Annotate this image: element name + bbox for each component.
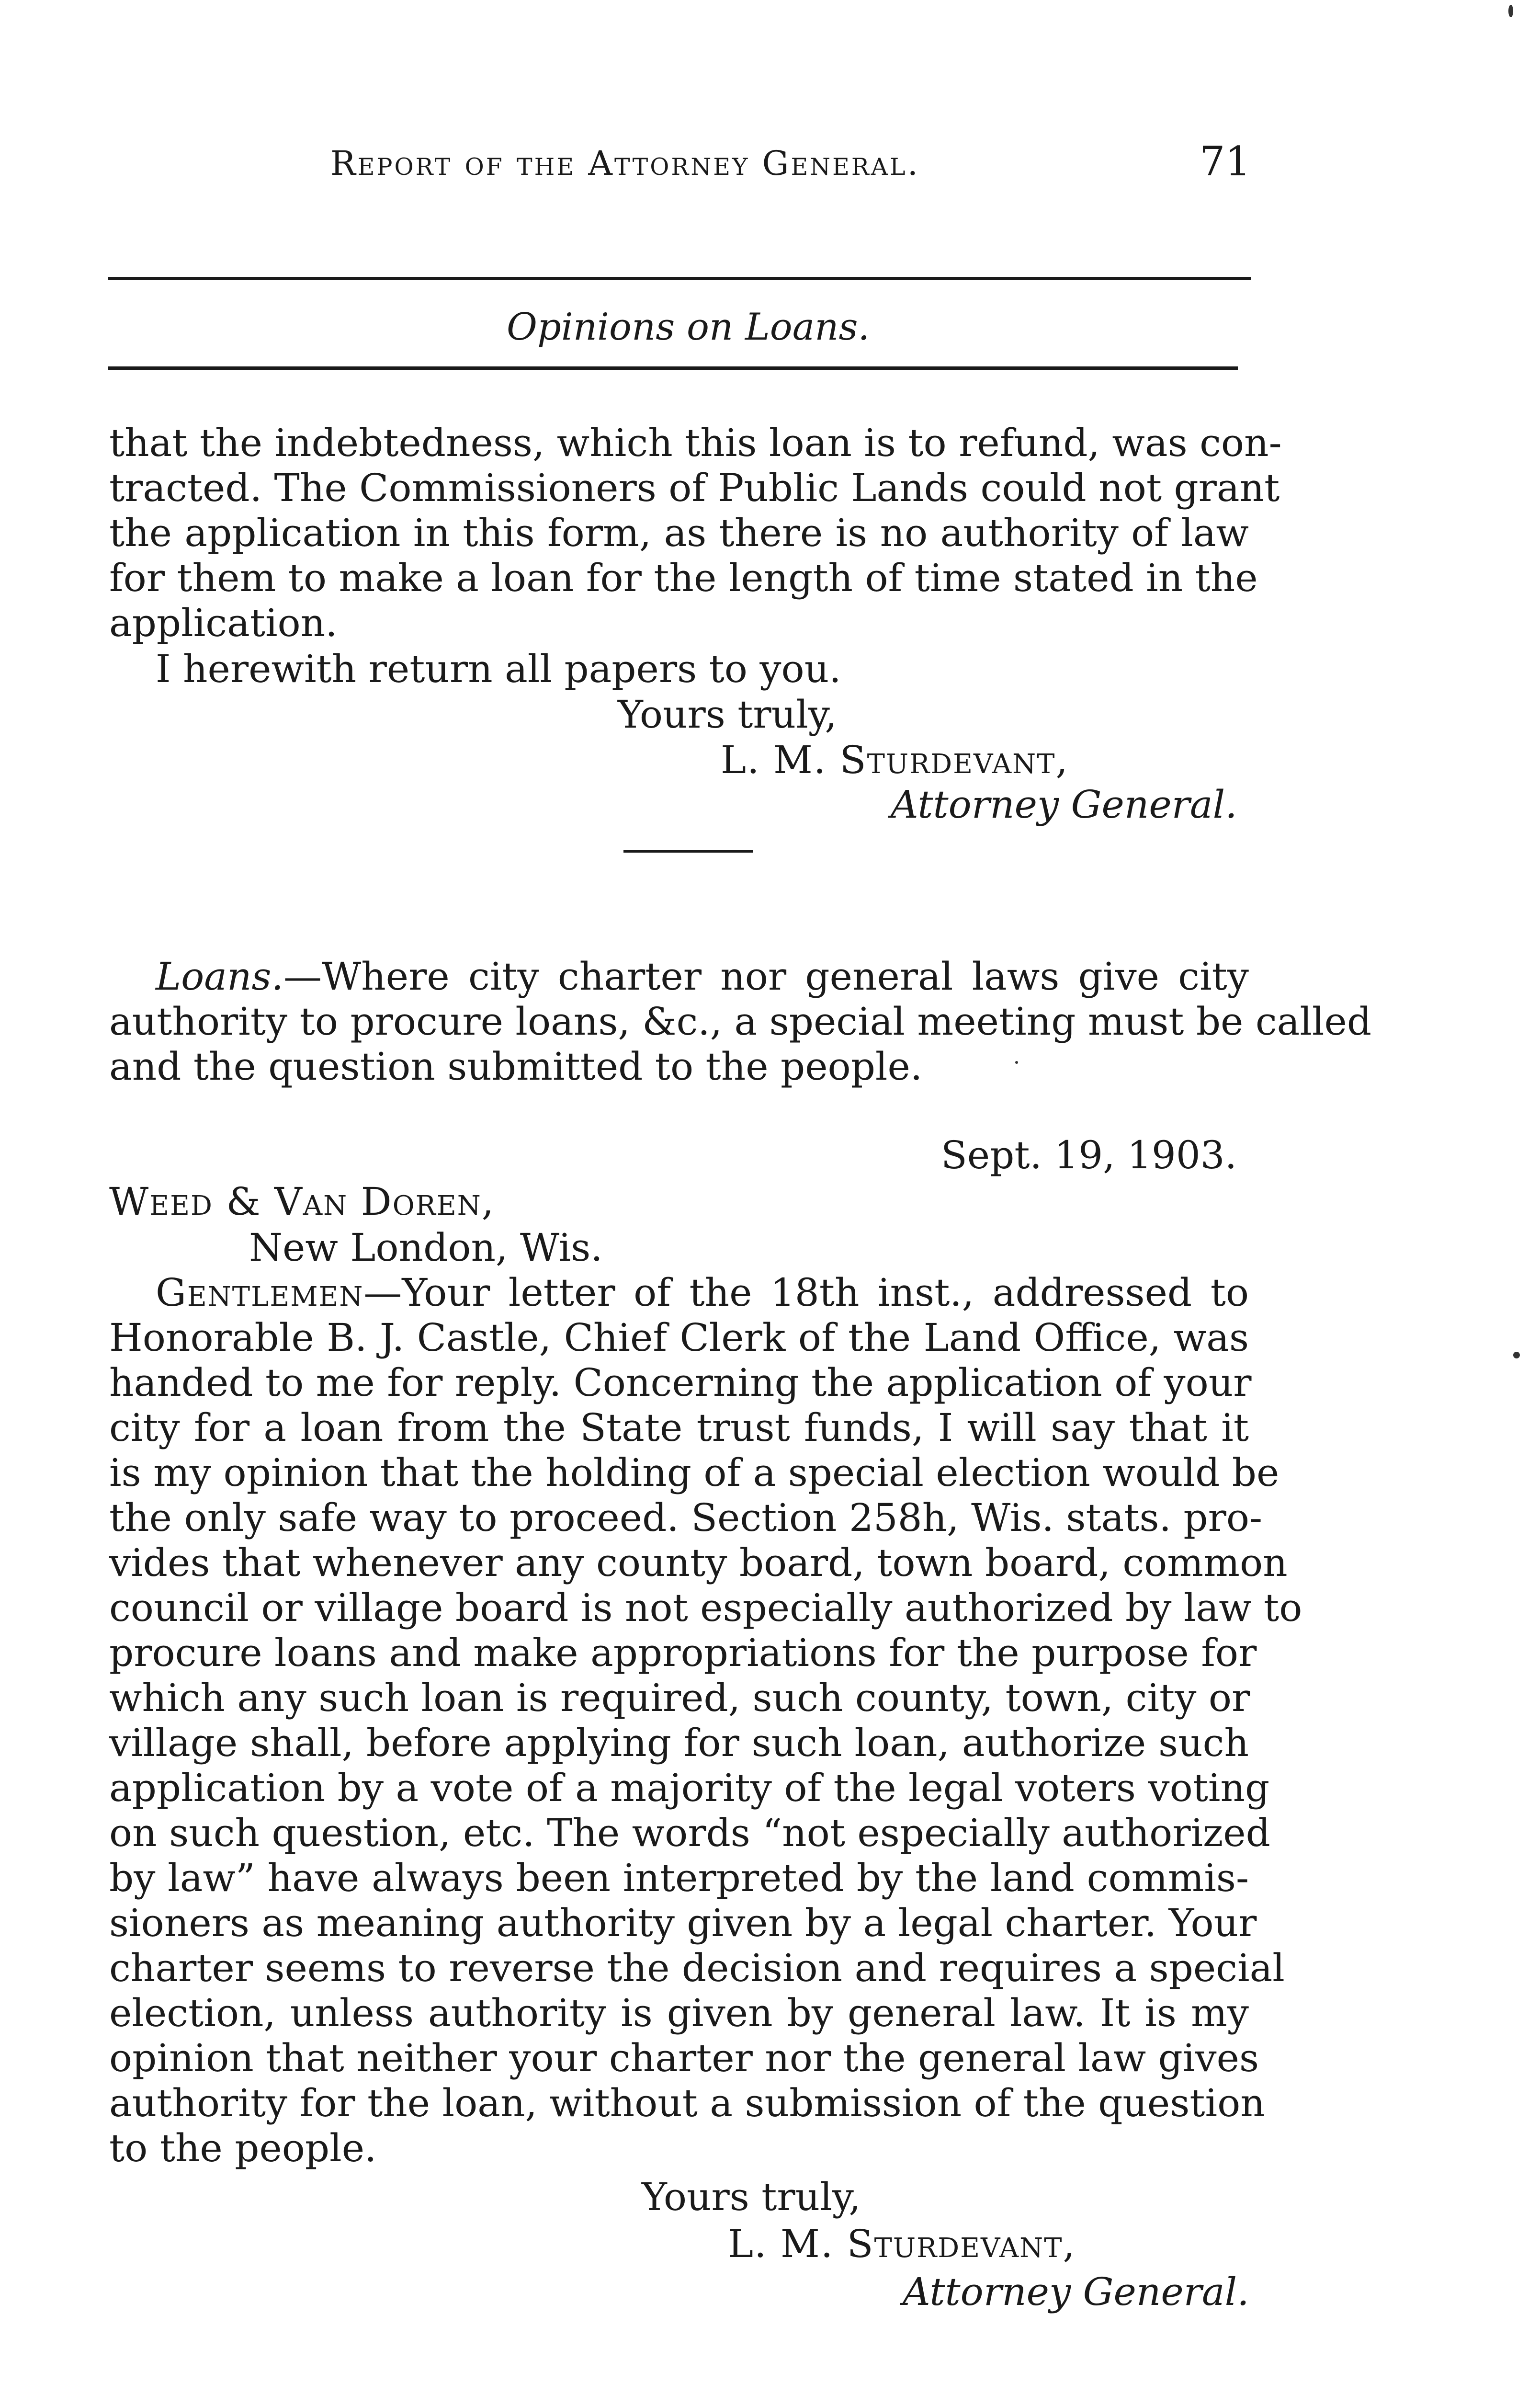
headnote-line bbox=[156, 954, 1249, 999]
salutation: Gentlemen bbox=[156, 1270, 364, 1315]
headnote-line: and the question submitted to the people. bbox=[109, 1044, 923, 1089]
header-rule-top bbox=[108, 277, 1251, 280]
scan-speck bbox=[1508, 5, 1513, 17]
body-line: application. bbox=[109, 601, 338, 645]
body-line: Honorable B. J. Castle, Chief Clerk of the Land Office, was bbox=[109, 1315, 1249, 1360]
body-line: sioners as meaning authority given by a legal charter. Your bbox=[109, 1901, 1257, 1945]
body-line bbox=[156, 1270, 1249, 1315]
signer-title: Attorney General. bbox=[903, 2270, 1249, 2314]
scan-speck bbox=[1513, 1352, 1520, 1358]
body-line: that the indebtedness, which this loan is to refund, was con- bbox=[109, 421, 1282, 465]
body-line: village shall, before applying for such loan, authorize such bbox=[109, 1721, 1249, 1765]
scan-speck bbox=[1015, 1061, 1018, 1064]
body-line: to the people. bbox=[109, 2126, 377, 2170]
body-line: city for a loan from the State trust funds, I will say that it bbox=[109, 1405, 1249, 1450]
body-line: charter seems to reverse the decision and requires a special bbox=[109, 1946, 1285, 1990]
body-line: which any such loan is required, such county, town, city or bbox=[109, 1676, 1250, 1720]
running-head: Report of the Attorney General. bbox=[330, 144, 920, 183]
body-line: for them to make a loan for the length of time stated in the bbox=[109, 556, 1258, 600]
return-line: I herewith return all papers to you. bbox=[156, 647, 841, 691]
body-line: vides that whenever any county board, town board, common bbox=[109, 1540, 1288, 1585]
headnote-lead: Loans. bbox=[156, 954, 283, 999]
headnote-rest: —Where city charter nor general laws give city bbox=[283, 954, 1249, 999]
headnote-line: authority to procure loans, &c., a special meeting must be called bbox=[109, 999, 1372, 1044]
body-line: election, unless authority is given by general law. It is my bbox=[109, 1991, 1249, 2035]
body-line: procure loans and make appropriations for the purpose for bbox=[109, 1631, 1257, 1675]
body-line: council or village board is not especially authorized by law to bbox=[109, 1585, 1302, 1630]
signer-title: Attorney General. bbox=[891, 782, 1237, 827]
body-line: opinion that neither your charter nor the general law gives bbox=[109, 2036, 1259, 2080]
body-line: is my opinion that the holding of a special election would be bbox=[109, 1450, 1280, 1495]
body-line: tracted. The Commissioners of Public Lands could not grant bbox=[109, 466, 1280, 510]
body-line: on such question, etc. The words “not especially authorized bbox=[109, 1811, 1270, 1855]
closing: Yours truly, bbox=[618, 692, 837, 737]
salutation-rest: —Your letter of the 18th inst., addressed to bbox=[363, 1270, 1249, 1315]
letter-date: Sept. 19, 1903. bbox=[941, 1133, 1237, 1177]
address: New London, Wis. bbox=[249, 1225, 603, 1270]
addressee: Weed & Van Doren, bbox=[109, 1179, 495, 1224]
section-separator bbox=[623, 850, 753, 853]
body-line: by law” have always been interpreted by the land commis- bbox=[109, 1856, 1249, 1900]
signer-name: L. M. Sturdevant, bbox=[728, 2222, 1076, 2266]
signer-name: L. M. Sturdevant, bbox=[721, 738, 1069, 782]
body-line: application by a vote of a majority of the legal voters voting bbox=[109, 1766, 1270, 1810]
body-line: the only safe way to proceed. Section 258h, Wis. stats. pro- bbox=[109, 1495, 1263, 1540]
page-number: 71 bbox=[1200, 138, 1251, 185]
section-title: Opinions on Loans. bbox=[507, 306, 870, 349]
body-line: the application in this form, as there is no authority of law bbox=[109, 511, 1249, 555]
body-line: handed to me for reply. Concerning the application of your bbox=[109, 1360, 1252, 1405]
header-rule-bottom bbox=[108, 366, 1238, 370]
body-line: authority for the loan, without a submission of the question bbox=[109, 2081, 1265, 2125]
closing: Yours truly, bbox=[642, 2175, 861, 2219]
